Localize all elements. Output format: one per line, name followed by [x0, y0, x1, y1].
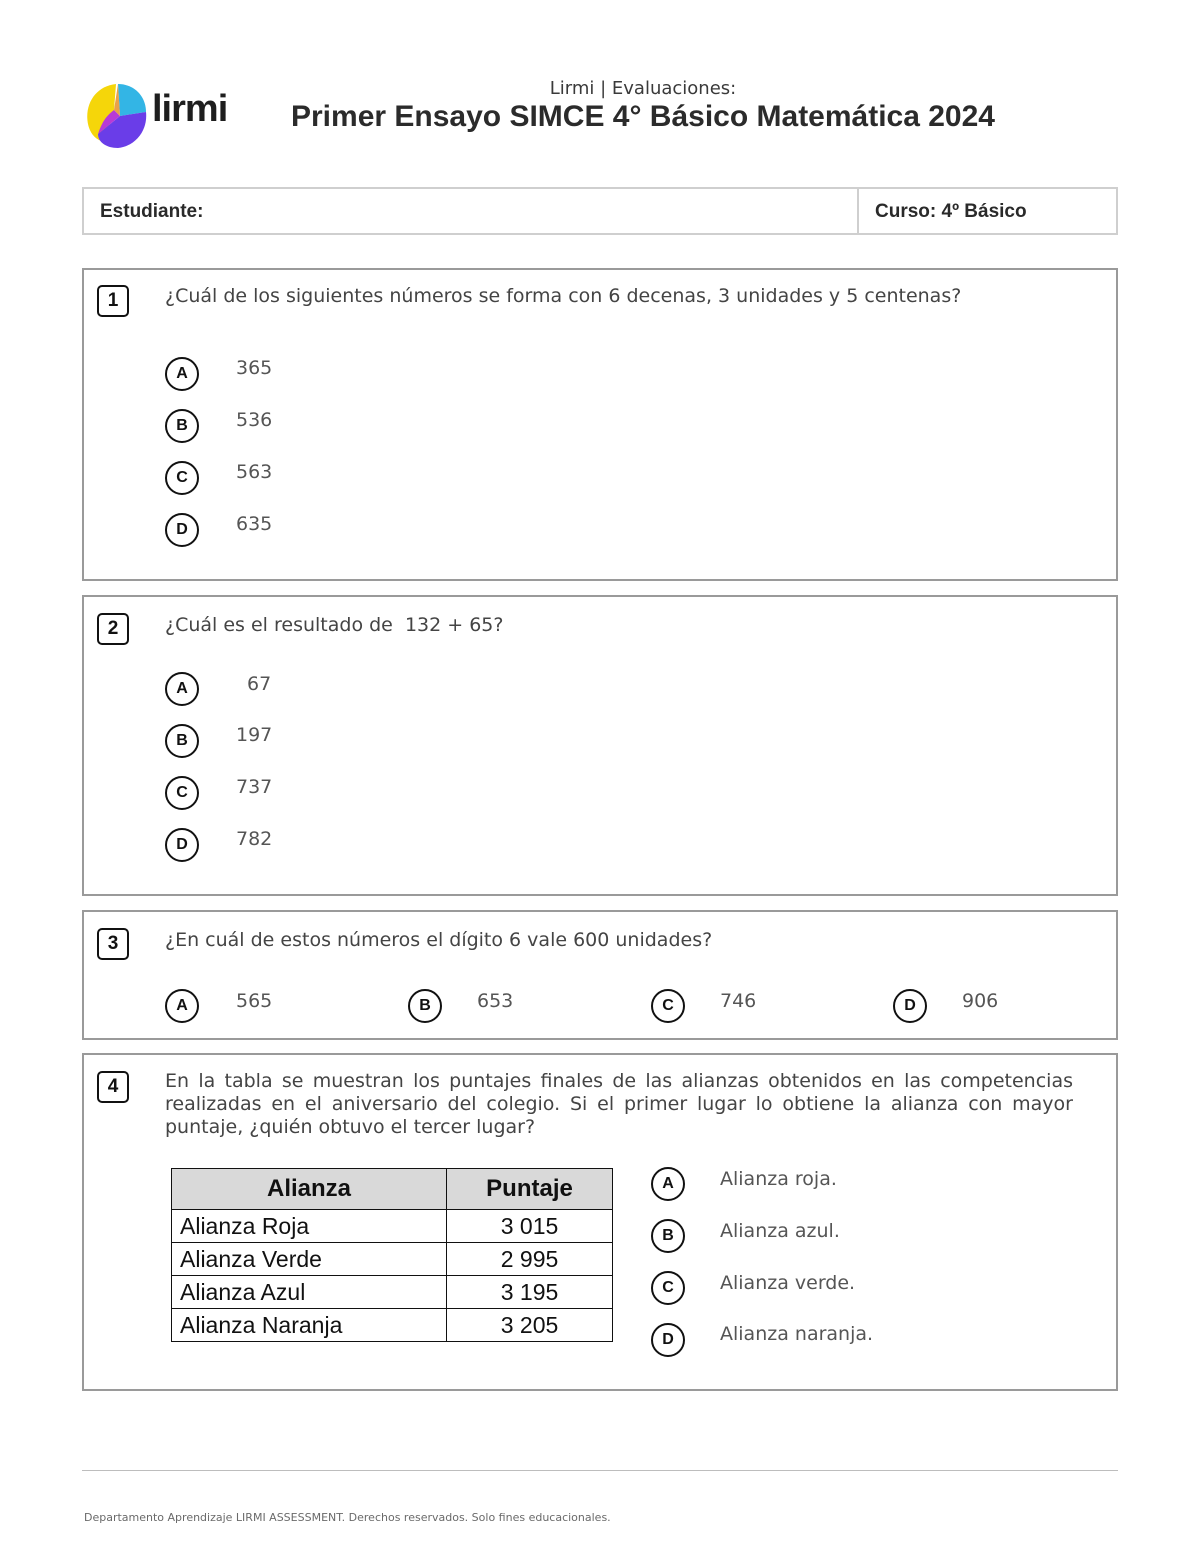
option-d-text: Alianza naranja.: [720, 1323, 874, 1345]
table-row: [172, 1243, 613, 1276]
option-b-text: 197: [236, 724, 273, 746]
option-b-text: Alianza azul.: [720, 1220, 840, 1242]
student-name-field[interactable]: Estudiante:: [100, 201, 204, 222]
option-c-bubble[interactable]: C: [165, 461, 199, 495]
option-d-bubble[interactable]: D: [893, 989, 927, 1023]
logo-wordmark: lirmi: [152, 88, 228, 130]
question-number: 4: [97, 1071, 129, 1103]
page-title: Primer Ensayo SIMCE 4° Básico Matemática 2024: [291, 100, 995, 133]
option-c-text: 737: [236, 776, 273, 798]
option-b-text: 536: [236, 409, 273, 431]
student-bar-divider: [857, 189, 859, 233]
option-d-bubble[interactable]: D: [651, 1323, 685, 1357]
alliance-name: Alianza Roja: [172, 1210, 447, 1243]
question-number: 3: [97, 928, 129, 960]
option-b-bubble[interactable]: B: [408, 989, 442, 1023]
question-text: En la tabla se muestran los puntajes finales de las alianzas obtenidos en las competencias realizadas en el aniversario del colegio. Si el primer lugar lo obtiene la alianza con mayor puntaje, ¿quién obtuvo el tercer lugar?: [165, 1070, 1073, 1138]
question-number: 2: [97, 613, 129, 645]
option-a-text: 565: [236, 990, 273, 1012]
option-a-bubble[interactable]: A: [165, 357, 199, 391]
option-b-bubble[interactable]: B: [651, 1219, 685, 1253]
option-d-bubble[interactable]: D: [165, 828, 199, 862]
question-text: ¿Cuál de los siguientes números se forma con 6 decenas, 3 unidades y 5 centenas?: [165, 285, 962, 307]
table-row: [172, 1210, 613, 1243]
option-d-text: 635: [236, 513, 273, 535]
table-header-alliance: Alianza: [172, 1169, 447, 1210]
footer-text: Departamento Aprendizaje LIRMI ASSESSMENT. Derechos reservados. Solo fines educacionales.: [84, 1511, 611, 1524]
option-c-bubble[interactable]: C: [651, 989, 685, 1023]
alliance-score: 3 015: [447, 1210, 613, 1243]
option-a-bubble[interactable]: A: [165, 989, 199, 1023]
page-subtitle: Lirmi | Evaluaciones:: [549, 78, 737, 99]
option-a-bubble[interactable]: A: [165, 672, 199, 706]
option-d-bubble[interactable]: D: [165, 513, 199, 547]
alliance-scores-table: [171, 1168, 613, 1342]
option-c-bubble[interactable]: C: [165, 776, 199, 810]
option-b-text: 653: [477, 990, 514, 1012]
table-row: [172, 1276, 613, 1309]
table-header-score: Puntaje: [447, 1169, 613, 1210]
table-row: [172, 1309, 613, 1342]
option-a-bubble[interactable]: A: [651, 1167, 685, 1201]
lirmi-logo-icon: [84, 82, 154, 152]
question-number: 1: [97, 285, 129, 317]
option-a-text: 67: [247, 673, 272, 695]
alliance-name: Alianza Azul: [172, 1276, 447, 1309]
option-c-text: 563: [236, 461, 273, 483]
footer-divider: [82, 1470, 1118, 1471]
option-a-text: 365: [236, 357, 273, 379]
alliance-score: 2 995: [447, 1243, 613, 1276]
course-label: Curso: 4º Básico: [875, 201, 1027, 222]
option-d-text: 906: [962, 990, 999, 1012]
option-c-bubble[interactable]: C: [651, 1271, 685, 1305]
alliance-name: Alianza Naranja: [172, 1309, 447, 1342]
option-b-bubble[interactable]: B: [165, 409, 199, 443]
alliance-name: Alianza Verde: [172, 1243, 447, 1276]
option-c-text: 746: [720, 990, 757, 1012]
question-text: ¿Cuál es el resultado de 132 + 65?: [165, 614, 504, 636]
option-d-text: 782: [236, 828, 273, 850]
question-text: ¿En cuál de estos números el dígito 6 vale 600 unidades?: [165, 929, 713, 951]
option-a-text: Alianza roja.: [720, 1168, 837, 1190]
alliance-score: 3 205: [447, 1309, 613, 1342]
alliance-score: 3 195: [447, 1276, 613, 1309]
option-c-text: Alianza verde.: [720, 1272, 856, 1294]
table-header-row: [172, 1169, 613, 1210]
option-b-bubble[interactable]: B: [165, 724, 199, 758]
